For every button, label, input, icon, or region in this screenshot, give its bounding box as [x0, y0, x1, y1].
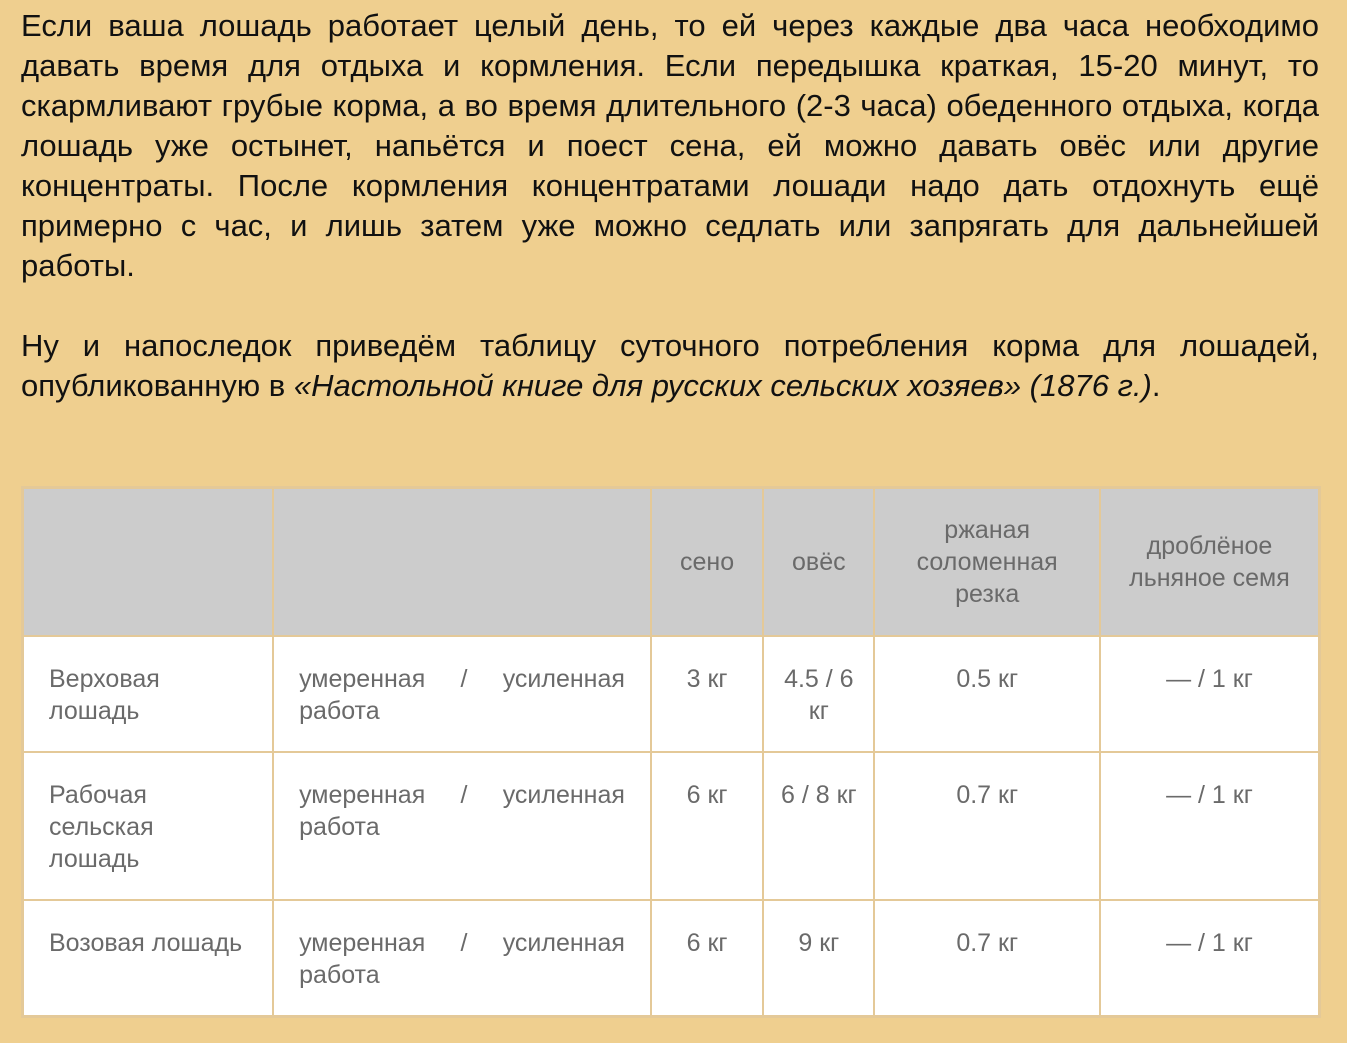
article-text — [21, 6, 1319, 406]
cell-work-type: умеренная / усиленная работа — [273, 636, 651, 752]
header-hay: сено — [651, 488, 763, 637]
cell-horse-type: Рабочая сельская лошадь — [23, 752, 274, 900]
cell-horse-type: Верховая лошадь — [23, 636, 274, 752]
header-horse-type — [23, 488, 274, 637]
cell-straw: 0.5 кг — [874, 636, 1100, 752]
cell-straw: 0.7 кг — [874, 900, 1100, 1017]
cell-hay: 6 кг — [651, 752, 763, 900]
header-oats: овёс — [763, 488, 874, 637]
cell-oats: 9 кг — [763, 900, 874, 1017]
feed-consumption-table — [21, 486, 1321, 1018]
cell-work-type: умеренная / усиленная работа — [273, 752, 651, 900]
table-row — [23, 636, 1320, 752]
paragraph-intro-text: Ну и напоследок приведём таблицу суточного потребления корма для лошадей, опубликованную в — [21, 328, 1319, 403]
book-title: «Настольной книге для русских сельских хозяев» (1876 г.) — [293, 368, 1152, 403]
cell-flaxseed: — / 1 кг — [1100, 636, 1320, 752]
table-row — [23, 752, 1320, 900]
cell-horse-type: Возовая лошадь — [23, 900, 274, 1017]
cell-hay: 3 кг — [651, 636, 763, 752]
header-work-type — [273, 488, 651, 637]
header-flaxseed: дроблёное льняное семя — [1100, 488, 1320, 637]
header-straw: ржаная соломенная резка — [874, 488, 1100, 637]
paragraph-table-intro — [21, 326, 1319, 406]
paragraph-intro-end: . — [1151, 368, 1161, 403]
cell-oats: 4.5 / 6 кг — [763, 636, 874, 752]
table-row — [23, 900, 1320, 1017]
table-header-row — [23, 488, 1320, 637]
cell-straw: 0.7 кг — [874, 752, 1100, 900]
cell-work-type: умеренная / усиленная работа — [273, 900, 651, 1017]
cell-flaxseed: — / 1 кг — [1100, 900, 1320, 1017]
cell-flaxseed: — / 1 кг — [1100, 752, 1320, 900]
cell-oats: 6 / 8 кг — [763, 752, 874, 900]
cell-hay: 6 кг — [651, 900, 763, 1017]
paragraph-feeding-schedule: Если ваша лошадь работает целый день, то ей через каждые два часа необходимо давать время для отдыха и кормления. Если передышка краткая, 15-20 минут, то скармливают грубые корма, а во время длительного (2-3 часа) обеденного отдыха, когда лошадь уже остынет, напьётся и поест сена, ей можно давать овёс или другие концентраты. После кормления концентратами лошади надо дать отдохнуть ещё примерно с час, и лишь затем уже можно седлать или запрягать для дальнейшей работы. — [21, 8, 1319, 283]
